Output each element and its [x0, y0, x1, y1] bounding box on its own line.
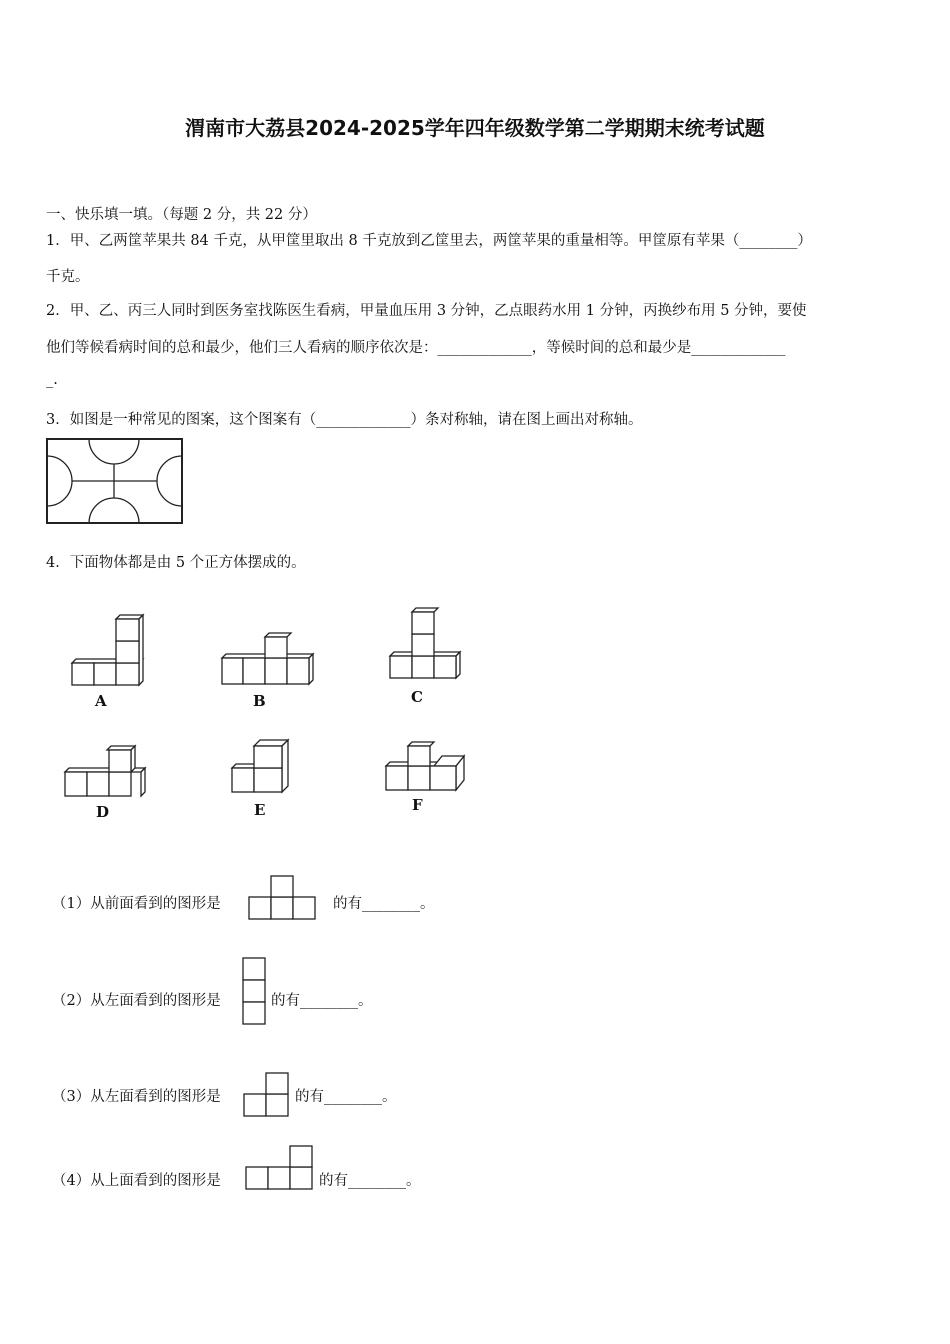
sub1-prefix: （1）从前面看到的图形是	[52, 896, 221, 912]
label-f: F	[412, 796, 423, 814]
sub3-suffix: 的有________。	[295, 1089, 397, 1105]
left-view-shape-3	[243, 1072, 291, 1118]
q2-line1: 2．甲、乙、丙三人同时到医务室找陈医生看病，甲量血压用 3 分钟，乙点眼药水用 1 分钟，丙换纱布用 5 分钟，要使	[46, 303, 807, 319]
label-a: A	[95, 692, 107, 710]
q4-text: 4．下面物体都是由 5 个正方体摆成的。	[46, 555, 306, 571]
left-view-shape-2	[242, 956, 268, 1026]
q3-text: 3．如图是一种常见的图案，这个图案有（_____________）条对称轴，请在图上画出对称轴。	[46, 412, 643, 428]
sub4-prefix: （4）从上面看到的图形是	[52, 1173, 221, 1189]
label-e: E	[254, 801, 266, 819]
label-b: B	[253, 692, 266, 710]
cube-figure-a	[70, 614, 150, 689]
top-view-shape-4	[245, 1145, 315, 1191]
cube-figure-c	[388, 607, 466, 683]
symmetry-pattern-figure	[46, 438, 183, 524]
q1-line1: 1．甲、乙两筐苹果共 84 千克，从甲筐里取出 8 千克放到乙筐里去，两筐苹果的重量相等。甲筐原有苹果（________）	[46, 233, 812, 249]
cube-figure-e	[230, 736, 294, 798]
sub2-suffix: 的有________。	[271, 993, 373, 1009]
sub1-suffix: 的有________。	[333, 896, 435, 912]
sub2-prefix: （2）从左面看到的图形是	[52, 993, 221, 1009]
q2-line3: _.	[46, 372, 58, 388]
cube-figure-d	[63, 744, 149, 800]
sub4-suffix: 的有________。	[319, 1173, 421, 1189]
label-d: D	[96, 803, 110, 821]
front-view-shape-1	[248, 875, 316, 921]
cube-figure-f	[384, 740, 468, 794]
label-c: C	[411, 688, 423, 706]
page-title: 渭南市大荔县2024-2025学年四年级数学第二学期期末统考试题	[185, 116, 765, 140]
sub3-prefix: （3）从左面看到的图形是	[52, 1089, 221, 1105]
section-heading: 一、快乐填一填。（每题 2 分，共 22 分）	[46, 207, 317, 223]
cube-figure-b	[219, 632, 319, 687]
q1-line2: 千克。	[46, 269, 90, 285]
q2-line2: 他们等候看病时间的总和最少，他们三人看病的顺序依次是：_____________，等候时间的总和最少是_____________	[46, 340, 786, 356]
